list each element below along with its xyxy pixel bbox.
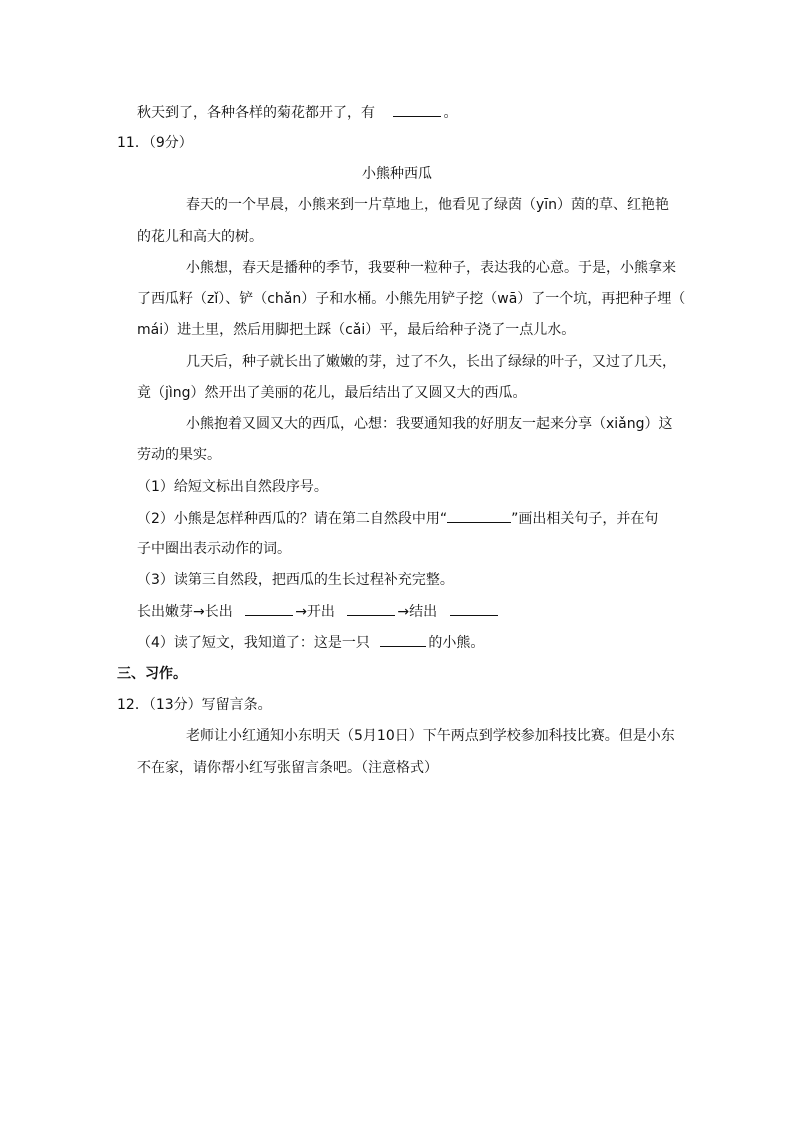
arrow-icon: → bbox=[193, 604, 205, 620]
sub-question-1: （1）给短文标出自然段序号。 bbox=[137, 479, 328, 495]
answer-blank[interactable] bbox=[347, 601, 395, 616]
answer-blank[interactable] bbox=[380, 632, 426, 647]
sub-question-2 bbox=[137, 508, 658, 529]
sub-question-3: （3）读第三自然段，把西瓜的生长过程补充完整。 bbox=[137, 572, 454, 588]
passage-p4-line1: 小熊抱着又圆又大的西瓜，心想：我要通知我的好朋友一起来分享（xiǎng）这 bbox=[186, 416, 673, 432]
sub-question-2-text-b: ”画出相关句子，并在句 bbox=[511, 511, 659, 527]
q12-header: 12．（13分）写留言条。 bbox=[117, 697, 272, 713]
chain-step-2: 长出 bbox=[204, 604, 233, 620]
passage-p2-line1: 小熊想，春天是播种的季节，我要种一粒种子，表达我的心意。于是，小熊拿来 bbox=[186, 260, 676, 276]
top-line bbox=[137, 102, 457, 123]
answer-blank[interactable] bbox=[450, 601, 498, 616]
passage-p3-line2: 竟（jìng）然开出了美丽的花儿，最后结出了又圆又大的西瓜。 bbox=[137, 385, 527, 401]
answer-blank[interactable] bbox=[393, 102, 441, 117]
answer-blank[interactable] bbox=[245, 601, 293, 616]
q12-p1-line1: 老师让小红通知小东明天（5月10日）下午两点到学校参加科技比赛。但是小东 bbox=[186, 728, 675, 744]
section-3-title: 三、习作。 bbox=[117, 666, 187, 682]
passage-p2-line3: mái）进土里，然后用脚把土踩（cǎi）平，最后给种子浇了一点儿水。 bbox=[137, 322, 576, 338]
arrow-icon: → bbox=[295, 604, 307, 620]
q11-header: 11．（9分） bbox=[117, 135, 193, 151]
q12-p1-line2: 不在家，请你帮小红写张留言条吧。（注意格式） bbox=[137, 760, 438, 776]
passage-p2-line2: 了西瓜籽（zǐ）、铲（chǎn）子和水桶。小熊先用铲子挖（wā）了一个坑，再把种子埋（ bbox=[137, 291, 686, 307]
passage-p3-line1: 几天后，种子就长出了嫩嫩的芽，过了不久，长出了绿绿的叶子，又过了几天， bbox=[186, 354, 676, 370]
passage-p1-line1: 春天的一个早晨，小熊来到一片草地上，他看见了绿茵（yīn）茵的草、红艳艳 bbox=[186, 197, 670, 213]
sub-question-4-text-b: 的小熊。 bbox=[428, 635, 485, 651]
top-line-end: 。 bbox=[443, 105, 458, 121]
underline-sample-blank bbox=[447, 508, 511, 523]
arrow-icon: → bbox=[397, 604, 410, 620]
chain-step-4: 结出 bbox=[409, 604, 438, 620]
sub-question-4 bbox=[137, 632, 484, 653]
chain-step-3: 开出 bbox=[306, 604, 335, 620]
sub-question-2-cont: 子中圈出表示动作的词。 bbox=[137, 541, 291, 557]
sub-question-4-text-a: （4）读了短文，我知道了：这是一只 bbox=[137, 635, 370, 651]
sub-question-2-text-a: （2）小熊是怎样种西瓜的？请在第二自然段中用“ bbox=[137, 511, 448, 527]
passage-p4-line2: 劳动的果实。 bbox=[137, 447, 221, 463]
growth-chain bbox=[137, 601, 500, 622]
top-line-text: 秋天到了，各种各样的菊花都开了，有 bbox=[137, 105, 375, 121]
chain-step-1: 长出嫩芽 bbox=[137, 604, 193, 620]
passage-p1-line2: 的花儿和高大的树。 bbox=[137, 229, 263, 245]
passage-title: 小熊种西瓜 bbox=[362, 166, 432, 182]
